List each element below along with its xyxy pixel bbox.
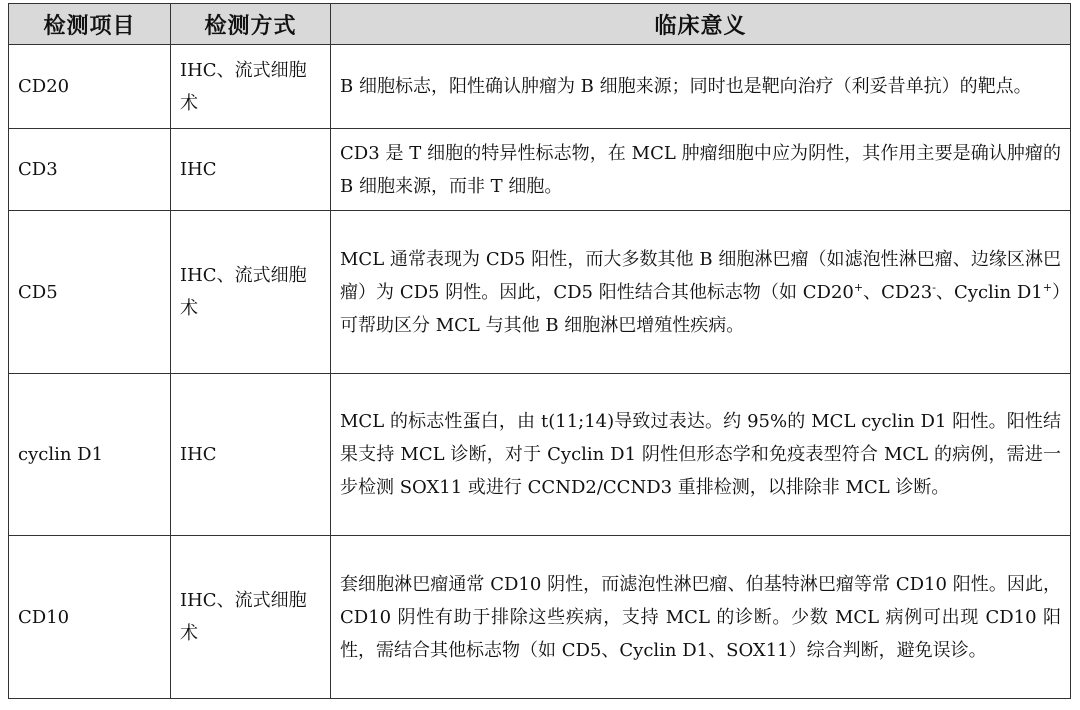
marker-cell: CD3 [9, 129, 171, 211]
table-row [9, 374, 1071, 536]
header-marker: 检测项目 [9, 4, 171, 45]
meaning-text: MCL 通常表现为 CD5 阳性，而大多数其他 B 细胞淋巴瘤（如滤泡性淋巴瘤、边缘区淋巴瘤）为 CD5 阴性。因此，CD5 阳性结合其他标志物（如 CD20 [340, 248, 1061, 303]
meaning-cell [331, 211, 1071, 374]
meaning-cell: MCL 的标志性蛋白，由 t(11;14)导致过表达。约 95%的 MCL cyclin D1 阳性。阳性结果支持 MCL 诊断，对于 Cyclin D1 阴性但形态学和免疫表型符合 MCL 的病例，需进一步检测 SOX11 或进行 CCND2/CCND3 重排检测，以排除非 MCL 诊断。 [331, 374, 1071, 536]
marker-cell: CD5 [9, 211, 171, 374]
table-row [9, 211, 1071, 374]
marker-cell: cyclin D1 [9, 374, 171, 536]
meaning-cell: CD3 是 T 细胞的特异性标志物，在 MCL 肿瘤细胞中应为阴性，其作用主要是确认肿瘤的 B 细胞来源，而非 T 细胞。 [331, 129, 1071, 211]
marker-table [8, 3, 1071, 699]
method-cell: IHC [171, 374, 331, 536]
method-cell: IHC、流式细胞术 [171, 536, 331, 699]
header-method: 检测方式 [171, 4, 331, 45]
table-row [9, 45, 1071, 129]
positive-superscript: + [1042, 280, 1052, 294]
positive-superscript: + [853, 280, 864, 294]
header-row [9, 4, 1071, 45]
method-cell: IHC、流式细胞术 [171, 45, 331, 129]
meaning-text: ）可帮助区分 MCL 与其他 B 细胞淋巴增殖性疾病。 [340, 281, 1062, 336]
table-row [9, 129, 1071, 211]
method-cell: IHC [171, 129, 331, 211]
header-meaning: 临床意义 [331, 4, 1071, 45]
negative-superscript: - [932, 280, 936, 294]
marker-cell: CD10 [9, 536, 171, 699]
marker-cell: CD20 [9, 45, 171, 129]
meaning-text: 、CD23 [863, 281, 933, 303]
meaning-text: 、Cyclin D1 [935, 281, 1043, 303]
table-row [9, 536, 1071, 699]
meaning-cell: B 细胞标志，阳性确认肿瘤为 B 细胞来源；同时也是靶向治疗（利妥昔单抗）的靶点。 [331, 45, 1071, 129]
meaning-cell: 套细胞淋巴瘤通常 CD10 阴性，而滤泡性淋巴瘤、伯基特淋巴瘤等常 CD10 阳性。因此，CD10 阴性有助于排除这些疾病，支持 MCL 的诊断。少数 MCL 病例可出现 CD10 阳性，需结合其他标志物（如 CD5、Cyclin D1、SOX11）综合判断，避免误诊。 [331, 536, 1071, 699]
method-cell: IHC、流式细胞术 [171, 211, 331, 374]
